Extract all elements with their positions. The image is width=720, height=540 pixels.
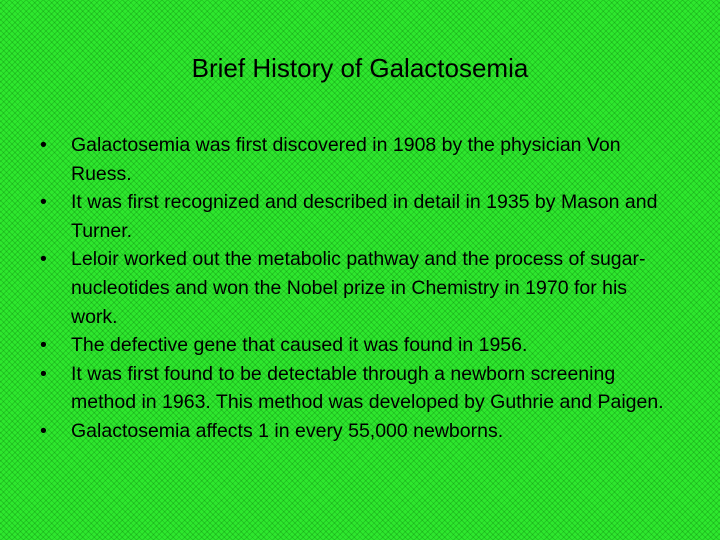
- bullet-icon: •: [40, 248, 47, 271]
- bullet-text: Galactosemia was first discovered in 1908 by the physician Von Ruess.: [71, 134, 621, 185]
- bullet-icon: •: [40, 334, 47, 357]
- list-item: [40, 417, 670, 446]
- list-item: [40, 188, 670, 245]
- list-item: [40, 131, 670, 188]
- bullet-list: [40, 131, 670, 446]
- bullet-icon: •: [40, 191, 47, 214]
- bullet-text: It was first recognized and described in detail in 1935 by Mason and Turner.: [71, 191, 658, 242]
- list-item: [40, 360, 670, 417]
- bullet-text: It was first found to be detectable through a newborn screening method in 1963. This method was developed by Guthrie and Paigen.: [71, 362, 664, 414]
- bullet-text: The defective gene that caused it was found in 1956.: [71, 334, 528, 357]
- list-item: [40, 331, 670, 360]
- bullet-icon: •: [40, 134, 47, 156]
- bullet-text: Galactosemia affects 1 in every 55,000 newborns.: [71, 419, 504, 442]
- slide-title: Brief History of Galactosemia: [191, 53, 529, 83]
- bullet-icon: •: [40, 362, 47, 385]
- list-item: [40, 245, 670, 331]
- bullet-text: Leloir worked out the metabolic pathway and the process of sugar-nucleotides and won the Nobel prize in Chemistry in 1970 for his work.: [71, 248, 646, 328]
- bullet-icon: •: [40, 419, 47, 442]
